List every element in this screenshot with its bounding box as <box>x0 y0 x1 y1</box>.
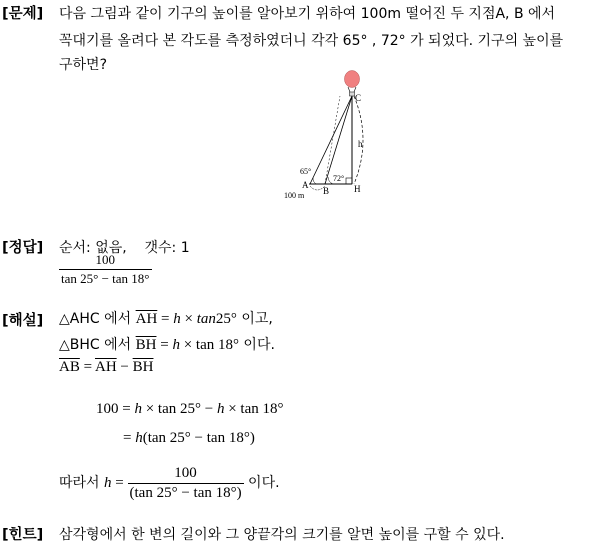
label-h: h <box>358 139 363 149</box>
f-eq: = <box>111 474 128 491</box>
hint-tag: [힌트] <box>2 527 44 543</box>
problem-line-2: 꼭대기를 올려다 본 각도를 측정하였더니 각각 65° , 72° 가 되었다. 기구의 높이를 <box>59 33 564 49</box>
label-b: B <box>323 186 330 196</box>
solution-line-2 <box>59 334 275 354</box>
e2-eq: = <box>123 430 136 446</box>
l3-eq: = <box>79 359 95 375</box>
equation-2 <box>123 430 255 447</box>
problem-line-1: 다음 그림과 같이 기구의 높이를 알아보기 위하여 100m 떨어진 두 지점A, B 에서 <box>59 6 556 22</box>
solution-line-3 <box>59 359 153 376</box>
final-fraction <box>128 465 244 502</box>
l2-rest: × tan 18° <box>179 337 239 353</box>
f-h: h <box>104 474 112 491</box>
l3-minus: − <box>116 359 133 375</box>
final-result <box>59 465 280 502</box>
l1-25: 25° <box>215 311 237 327</box>
e1-h2: h <box>216 401 225 417</box>
l2-seg: $\overline{BH}$ <box>135 337 157 353</box>
e1-lhs: 100 = <box>96 401 135 417</box>
f-num: 100 <box>174 465 197 481</box>
l1-times: × <box>180 311 197 327</box>
l1-post: 이고, <box>236 311 273 327</box>
l1-tan: tan <box>196 311 216 327</box>
angle-b: 72° <box>333 174 345 183</box>
e2-rest: (tan 25° − tan 18°) <box>142 430 255 446</box>
answer-denominator: tan 25° − tan 18° <box>61 271 150 286</box>
e1-mid: × tan 25° − <box>141 401 217 417</box>
l2-eq: = <box>156 337 173 353</box>
problem-line-3: 구하면? <box>59 57 108 73</box>
answer-fraction <box>59 252 152 287</box>
distance-label: 100 m <box>284 191 305 200</box>
l1-h: h <box>173 311 181 327</box>
l2-post: 이다. <box>238 337 275 353</box>
label-c: C <box>355 93 362 103</box>
l2-pre: △BHC 에서 <box>59 337 136 353</box>
l3-ah: $\overline{AH}$ <box>94 359 117 375</box>
f-post: 이다. <box>243 474 280 491</box>
sight-line-b <box>325 96 352 184</box>
l1-eq: = <box>157 311 174 327</box>
angle-a: 65° <box>300 167 312 176</box>
sight-line-a <box>310 96 352 184</box>
label-a: A <box>302 180 309 190</box>
balloon <box>345 71 360 88</box>
hint-text: 삼각형에서 한 변의 길이와 그 양끝각의 크기를 알면 높이를 구할 수 있다. <box>59 527 505 543</box>
l1-pre: △AHC 에서 <box>59 311 136 327</box>
solution-line-1 <box>59 308 273 328</box>
l2-h: h <box>172 337 180 353</box>
l3-ab: $\overline{AB}$ <box>59 359 80 375</box>
balloon-figure <box>282 68 372 200</box>
problem-tag: [문제] <box>2 6 44 22</box>
f-pre: 따라서 <box>59 474 105 491</box>
l3-bh: $\overline{BH}$ <box>132 359 154 375</box>
answer-numerator: 100 <box>95 252 115 267</box>
l1-seg: $\overline{AH}$ <box>135 311 158 327</box>
f-den: (tan 25° − tan 18°) <box>129 485 242 501</box>
answer-text: 순서: 없음, 갯수: 1 <box>59 240 190 256</box>
e2-h: h <box>135 430 143 446</box>
e1-end: × tan 18° <box>224 401 284 417</box>
solution-tag: [해설] <box>2 313 44 329</box>
equation-1 <box>96 401 284 418</box>
label-foot-h: H <box>354 184 361 194</box>
answer-tag: [정답] <box>2 240 44 256</box>
e1-h1: h <box>134 401 142 417</box>
